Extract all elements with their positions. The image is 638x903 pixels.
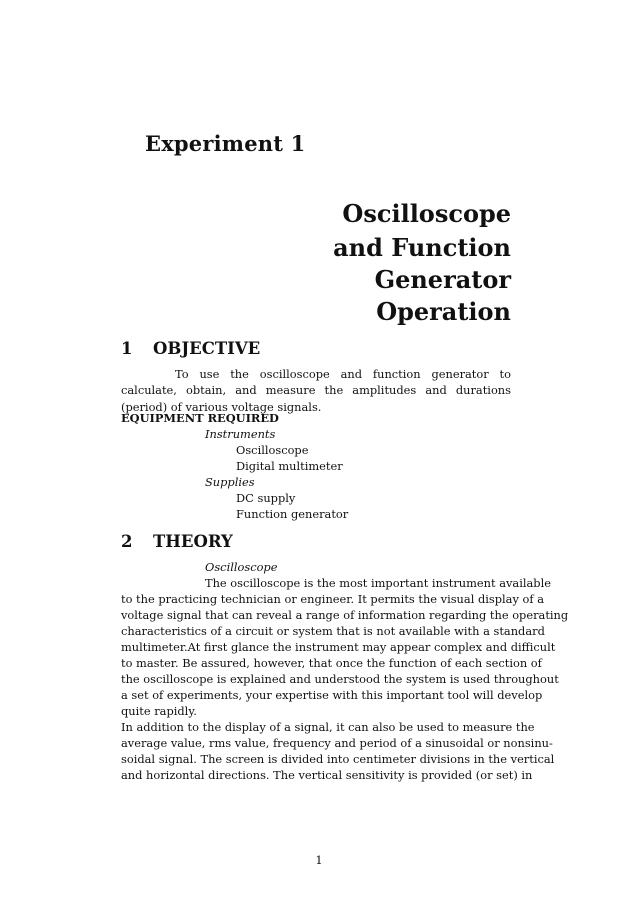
theory-para2-line: average value, rms value, frequency and period of a sinusoidal or nonsinu- <box>121 736 553 750</box>
section-objective-heading <box>121 339 260 358</box>
title-line-3: Generator <box>374 265 511 294</box>
theory-para1-line: the oscilloscope is explained and understood the system is used throughout <box>121 672 559 686</box>
supplies-label: Supplies <box>205 475 255 489</box>
supply-item: Function generator <box>236 507 349 521</box>
theory-para1-line: quite rapidly. <box>121 704 197 718</box>
title-line-2: and Function <box>333 233 511 262</box>
section-title: OBJECTIVE <box>153 339 261 358</box>
section-number: 1 <box>121 339 133 358</box>
title-line-1: Oscilloscope <box>342 199 511 228</box>
theory-para2-line: and horizontal directions. The vertical sensitivity is provided (or set) in <box>121 768 533 782</box>
instrument-item: Oscilloscope <box>236 443 309 457</box>
theory-para1-line: multimeter.At first glance the instrument may appear complex and difficult <box>121 640 556 654</box>
theory-para2-line: In addition to the display of a signal, it can also be used to measure the <box>121 720 535 734</box>
theory-para1-line: a set of experiments, your expertise with this important tool will develop <box>121 688 543 702</box>
theory-subheading: Oscilloscope <box>205 560 278 574</box>
section-number: 2 <box>121 532 133 551</box>
theory-para1-line: The oscilloscope is the most important instrument available <box>205 576 551 590</box>
supply-item: DC supply <box>236 491 296 505</box>
section-title: THEORY <box>153 532 233 551</box>
theory-para1-line: characteristics of a circuit or system that is not available with a standard <box>121 624 545 638</box>
theory-para1-line: voltage signal that can reveal a range of information regarding the operating <box>121 608 569 622</box>
theory-para1-line: to the practicing technician or engineer. It permits the visual display of a <box>121 592 544 606</box>
instruments-label: Instruments <box>205 427 276 441</box>
chapter-heading: Experiment 1 <box>145 131 306 156</box>
objective-text: To use the oscilloscope and function generator to calculate, obtain, and measure the amplitudes and durations (period) of various voltage signals. <box>121 367 511 414</box>
section-theory-heading <box>121 532 233 551</box>
theory-para2-line: soidal signal. The screen is divided into centimeter divisions in the vertical <box>121 752 555 766</box>
instrument-item: Digital multimeter <box>236 459 343 473</box>
title-line-4: Operation <box>376 297 511 326</box>
theory-para1-line: to master. Be assured, however, that once the function of each section of <box>121 656 542 670</box>
page-number: 1 <box>315 853 323 867</box>
equipment-heading: EQUIPMENT REQUIRED <box>121 411 279 425</box>
